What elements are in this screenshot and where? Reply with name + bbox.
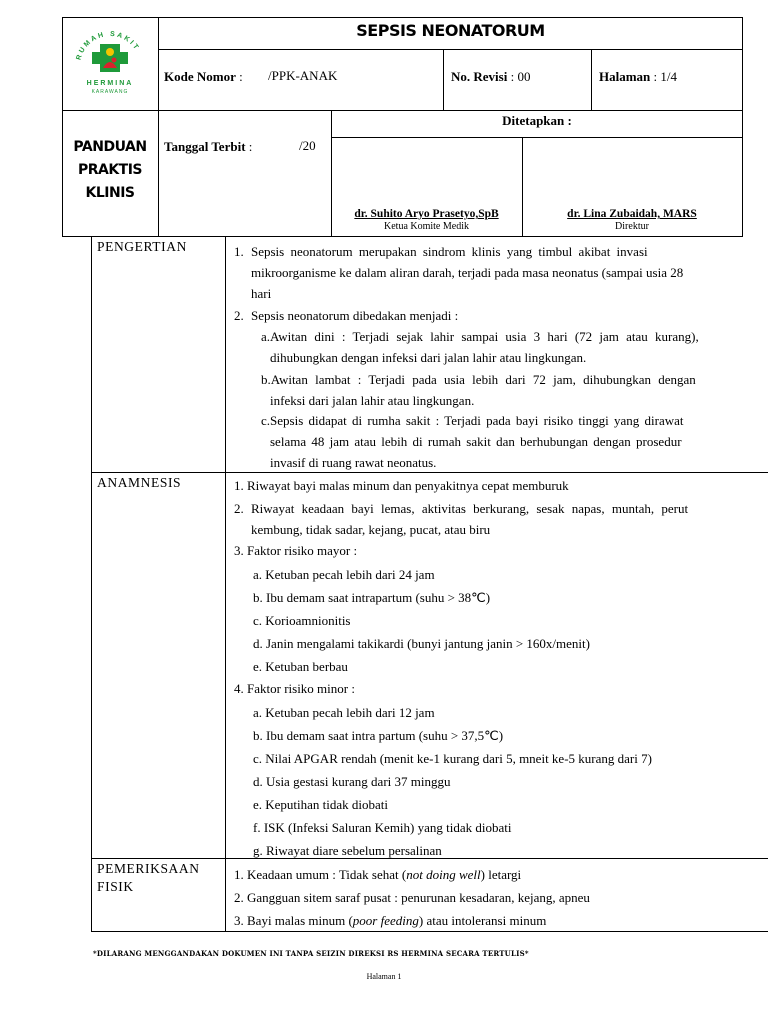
halaman: Halaman : 1/4 xyxy=(599,69,678,84)
signer-2-name: dr. Lina Zubaidah, MARS xyxy=(567,208,697,220)
rule xyxy=(158,17,159,237)
list-item: e. Ketuban berbau xyxy=(253,659,348,674)
logo-name: HERMINA xyxy=(86,80,134,87)
text-part: ) letargi xyxy=(480,867,522,882)
signer-2 xyxy=(522,207,742,233)
svg-text:RUMAH SAKIT: RUMAH SAKIT xyxy=(75,30,141,61)
anamnesis-item-3: 3. Faktor risiko mayor : xyxy=(234,543,358,558)
text-emphasis: poor feeding xyxy=(352,913,419,928)
list-number: 1. xyxy=(234,244,244,259)
sub-line: selama 48 jam atau lebih di rumah sakit dan berhubungan dengan prosedur xyxy=(270,434,682,449)
section-label-pengertian: PENGERTIAN xyxy=(97,239,187,254)
list-item: b. Ibu demam saat intra partum (suhu > 37,5℃) xyxy=(253,728,504,743)
list-item xyxy=(234,863,590,886)
kode-nomor-value: /PPK-ANAK xyxy=(268,68,338,83)
pengertian-sub-b xyxy=(261,369,768,411)
rule xyxy=(91,236,92,932)
sub-line: b.Awitan lambat : Terjadi pada usia lebih dari 72 jam, dihubungkan dengan xyxy=(261,372,696,387)
no-revisi: No. Revisi : 00 xyxy=(451,69,531,84)
sub-line: dihubungkan dengan infeksi dari jalan lahir atau lingkungan. xyxy=(270,350,587,365)
text-part: ) atau intoleransi minum xyxy=(418,913,547,928)
pengertian-item-1 xyxy=(234,241,768,304)
signer-1 xyxy=(331,207,522,233)
anamnesis-line: kembung, tidak sadar, kejang, pucat, atau biru xyxy=(251,522,491,537)
rule xyxy=(331,137,743,138)
list-item: a. Ketuban pecah lebih dari 24 jam xyxy=(253,567,435,582)
list-item: a. Ketuban pecah lebih dari 12 jam xyxy=(253,705,435,720)
pengertian-sub-c xyxy=(261,410,768,473)
mayor-list xyxy=(253,563,590,678)
tanggal-terbit: Tanggal Terbit : xyxy=(164,139,253,154)
rule xyxy=(443,49,444,111)
list-item: c. Korioamnionitis xyxy=(253,613,351,628)
list-item: 2. Gangguan sitem saraf pusat : penurunan kesadaran, kejang, apneu xyxy=(234,890,590,905)
logo-city: KARAWANG xyxy=(91,89,129,95)
section-label-line: PEMERIKSAAN xyxy=(97,861,200,876)
text-part: 3. Bayi malas minum ( xyxy=(234,913,353,928)
rule xyxy=(591,49,592,111)
pengertian-line: hari xyxy=(251,286,272,301)
minor-list xyxy=(253,701,652,862)
sub-line: infeksi dari jalan lahir atau lingkungan. xyxy=(270,393,475,408)
footer-warning: *DILARANG MENGGANDAKAN DOKUMEN INI TANPA SEIZIN DIREKSI RS HERMINA SECARA TERTULIS* xyxy=(93,949,529,958)
ppk-line: PRAKTIS xyxy=(77,162,143,178)
sub-line: invasif di ruang rawat neonatus. xyxy=(270,455,437,470)
title-cell xyxy=(158,17,743,49)
list-item: d. Usia gestasi kurang dari 37 minggu xyxy=(253,774,451,789)
ppk-line: PANDUAN xyxy=(73,139,147,155)
halaman-label: Halaman xyxy=(599,69,651,84)
halaman-value: 1/4 xyxy=(660,69,678,84)
anamnesis-item-1: 1. Riwayat bayi malas minum dan penyakitnya cepat memburuk xyxy=(234,478,569,493)
ppk-label xyxy=(62,136,158,205)
ditetapkan-label: Ditetapkan : xyxy=(502,113,572,128)
signer-1-name: dr. Suhito Aryo Prasetyo,SpB xyxy=(354,208,499,220)
kode-nomor-label: Kode Nomor xyxy=(164,69,236,84)
pemeriksaan-list xyxy=(234,863,590,932)
text-part: 1. Keadaan umum : Tidak sehat ( xyxy=(234,867,407,882)
rule xyxy=(62,110,743,111)
rule xyxy=(225,236,226,932)
footer-page-number: Halaman 1 xyxy=(366,972,402,981)
list-item: e. Keputihan tidak diobati xyxy=(253,797,389,812)
section-label-line: FISIK xyxy=(97,879,134,894)
no-revisi-label: No. Revisi xyxy=(451,69,508,84)
no-revisi-value: 00 xyxy=(517,69,531,84)
text-emphasis: not doing well xyxy=(406,867,481,882)
ppk-line: KLINIS xyxy=(85,185,135,201)
pengertian-line: mikroorganisme ke dalam aliran darah, terjadi pada masa neonatus (sampai usia 28 xyxy=(251,265,684,280)
rule xyxy=(62,236,743,237)
section-label-pemeriksaan xyxy=(97,860,200,896)
sub-line: a.Awitan dini : Terjadi sejak lahir sampai usia 3 hari (72 jam atau kurang), xyxy=(261,329,699,344)
anamnesis-item-2 xyxy=(234,498,768,540)
list-item: c. Nilai APGAR rendah (menit ke-1 kurang dari 5, mneit ke-5 kurang dari 7) xyxy=(253,751,652,766)
list-number: 2. xyxy=(234,308,244,323)
pengertian-sub-a xyxy=(261,326,768,368)
signer-2-role: Direktur xyxy=(615,221,649,232)
tanggal-value: /20 xyxy=(299,138,316,153)
section-label-anamnesis: ANAMNESIS xyxy=(97,475,182,490)
pengertian-line: Sepsis neonatorum merupakan sindrom klinis yang timbul akibat invasi xyxy=(251,244,648,259)
list-item: g. Riwayat diare sebelum persalinan xyxy=(253,843,442,858)
pengertian-line: Sepsis neonatorum dibedakan menjadi : xyxy=(251,308,459,323)
anamnesis-item-4: 4. Faktor risiko minor : xyxy=(234,681,355,696)
signer-1-role: Ketua Komite Medik xyxy=(384,221,469,232)
pengertian-item-2 xyxy=(234,305,458,326)
list-item: b. Ibu demam saat intrapartum (suhu > 38℃) xyxy=(253,590,491,605)
anamnesis-line: 2. Riwayat keadaan bayi lemas, aktivitas berkurang, sesak napas, muntah, perut xyxy=(234,501,689,516)
list-item: f. ISK (Infeksi Saluran Kemih) yang tidak diobati xyxy=(253,820,512,835)
rule xyxy=(158,49,743,50)
list-item: d. Janin mengalami takikardi (bunyi jantung janin > 160x/menit) xyxy=(253,636,590,651)
document-title: SEPSIS NEONATORUM xyxy=(356,21,545,40)
sub-line: c.Sepsis didapat di rumha sakit : Terjadi pada bayi risiko tinggi yang dirawat xyxy=(261,413,684,428)
tanggal-label: Tanggal Terbit xyxy=(164,139,246,154)
kode-nomor: Kode Nomor : xyxy=(164,69,243,84)
list-item xyxy=(234,909,590,932)
